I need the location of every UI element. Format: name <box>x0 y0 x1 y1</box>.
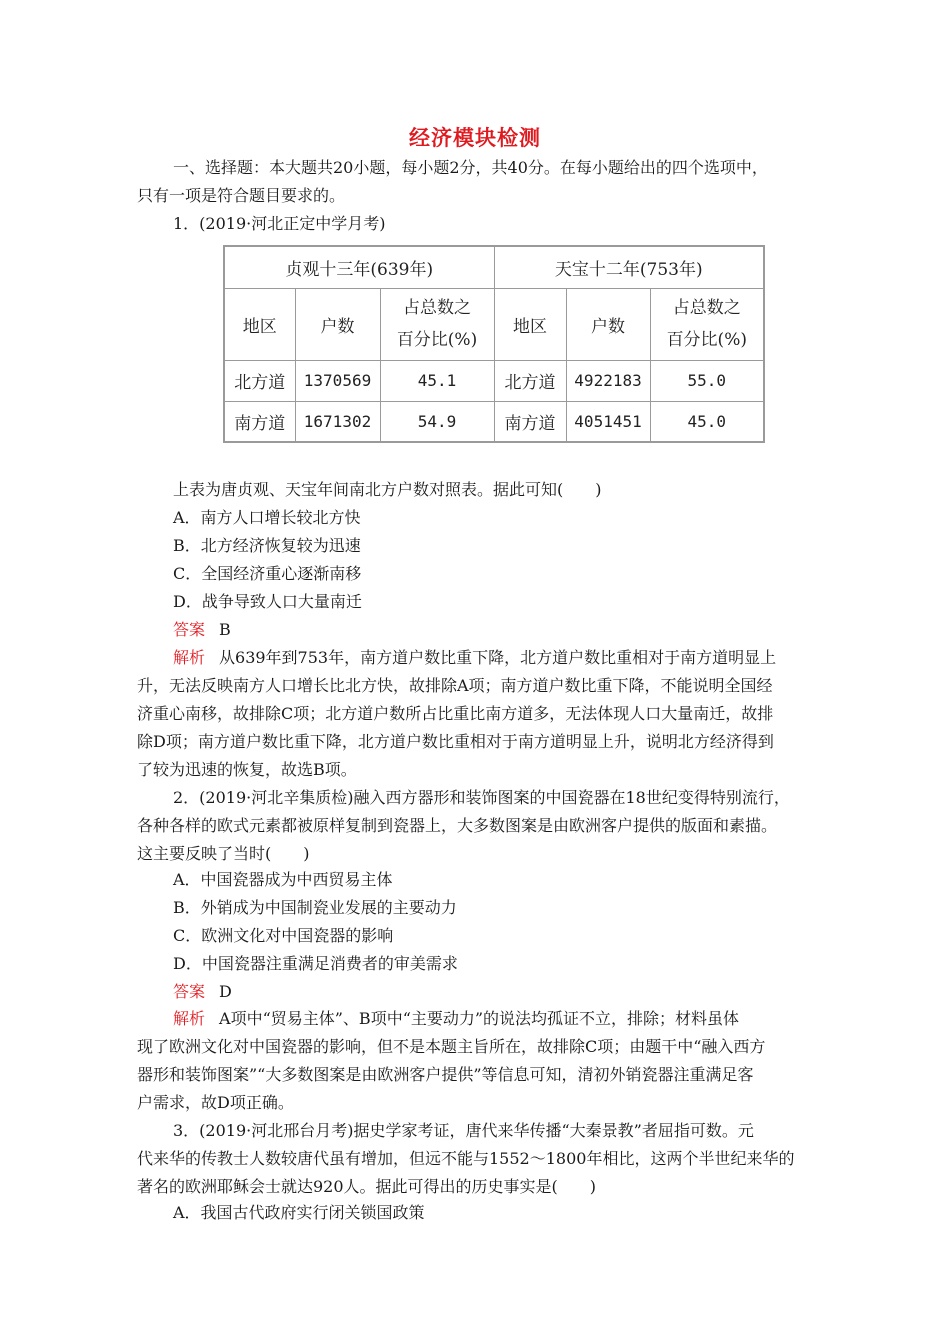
col-region-left: 地区 <box>224 288 295 360</box>
table-row <box>224 360 764 401</box>
q1-option-d: D．战争导致人口大量南迁 <box>173 592 362 611</box>
q1-analysis-line-2: 升，无法反映南方人口增长比北方快，故排除A项；南方道户数比重下降，不能说明全国经 <box>137 676 773 695</box>
answer-label: 答案 <box>173 620 206 639</box>
q1-option-c: C．全国经济重心逐渐南移 <box>173 564 362 583</box>
percent-cell: 45.0 <box>650 401 764 442</box>
col-percent-left-line2: 百分比(%) <box>396 330 478 350</box>
analysis-text: 从639年到753年，南方道户数比重下降，北方道户数比重相对于南方道明显上 <box>219 648 777 667</box>
households-cell: 4922183 <box>566 360 650 401</box>
col-households-left: 户数 <box>295 288 380 360</box>
col-households-right: 户数 <box>566 288 650 360</box>
table-row <box>224 401 764 442</box>
households-cell: 1671302 <box>295 401 380 442</box>
q2-analysis-line-2: 现了欧洲文化对中国瓷器的影响，但不是本题主旨所在，故排除C项；由题干中“融入西方 <box>137 1037 766 1056</box>
q2-stem-line-1: 2．(2019·河北辛集质检)融入西方器形和装饰图案的中国瓷器在18世纪变得特别流行， <box>173 788 790 807</box>
q1-analysis-line-3: 济重心南移，故排除C项；北方道户数所占比重比南方道多，无法体现人口大量南迁，故排 <box>137 704 774 723</box>
q2-analysis-line-1 <box>173 1009 817 1029</box>
q1-analysis-line-1 <box>173 648 817 668</box>
region-cell: 南方道 <box>224 401 295 442</box>
q2-stem-line-3: 这主要反映了当时( ) <box>137 844 310 863</box>
section-intro-line-1: 一、选择题：本大题共20小题，每小题2分，共40分。在每小题给出的四个选项中， <box>173 158 768 177</box>
q3-stem-line-1: 3．(2019·河北邢台月考)据史学家考证，唐代来华传播“大秦景教”者屈指可数。元 <box>173 1121 754 1140</box>
region-cell: 北方道 <box>224 360 295 401</box>
section-intro-line-2: 只有一项是符合题目要求的。 <box>137 186 346 205</box>
q1-stem: 上表为唐贞观、天宝年间南北方户数对照表。据此可知( ) <box>173 480 602 499</box>
document-title: 经济模块检测 <box>409 125 541 150</box>
q2-analysis-line-3: 器形和装饰图案”“大多数图案是由欧洲客户提供”等信息可知，清初外销瓷器注重满足客 <box>137 1065 754 1084</box>
q2-option-c: C．欧洲文化对中国瓷器的影响 <box>173 926 394 945</box>
q3-stem-line-2: 代来华的传教士人数较唐代虽有增加，但远不能与1552～1800年相比，这两个半世纪来华的 <box>137 1149 795 1168</box>
percent-cell: 55.0 <box>650 360 764 401</box>
q2-stem-line-2: 各种各样的欧式元素都被原样复制到瓷器上，大多数图案是由欧洲客户提供的版面和素描。 <box>137 816 778 835</box>
percent-cell: 45.1 <box>380 360 494 401</box>
q2-option-d: D．中国瓷器注重满足消费者的审美需求 <box>173 954 458 973</box>
table-header-zhenguan: 贞观十三年(639年) <box>224 246 494 288</box>
q1-analysis-line-4: 除D项；南方道户数比重下降，北方道户数比重相对于南方道明显上升，说明北方经济得到 <box>137 732 774 751</box>
q2-option-b: B．外销成为中国制瓷业发展的主要动力 <box>173 898 457 917</box>
q2-option-a: A．中国瓷器成为中西贸易主体 <box>173 870 393 889</box>
table-header-tianbao: 天宝十二年(753年) <box>494 246 764 288</box>
analysis-label: 解析 <box>173 1009 206 1028</box>
col-percent-left <box>380 288 494 360</box>
q3-option-a: A．我国古代政府实行闭关锁国政策 <box>173 1203 425 1222</box>
region-cell: 南方道 <box>494 401 566 442</box>
answer-value: B <box>219 620 231 639</box>
col-percent-left-line1: 占总数之 <box>403 298 471 318</box>
answer-label: 答案 <box>173 982 206 1001</box>
q2-analysis-line-4: 户需求，故D项正确。 <box>137 1093 294 1112</box>
percent-cell: 54.9 <box>380 401 494 442</box>
analysis-label: 解析 <box>173 648 206 667</box>
col-percent-right <box>650 288 764 360</box>
households-cell: 1370569 <box>295 360 380 401</box>
q2-answer <box>173 982 853 1002</box>
col-percent-right-line1: 占总数之 <box>672 298 741 318</box>
q3-stem-line-3: 著名的欧洲耶稣会士就达920人。据此可得出的历史事实是( ) <box>137 1177 597 1196</box>
q1-source: 1．(2019·河北正定中学月考) <box>173 214 386 233</box>
households-table <box>223 245 765 443</box>
col-percent-right-line2: 百分比(%) <box>666 330 747 350</box>
q1-option-b: B．北方经济恢复较为迅速 <box>173 536 361 555</box>
analysis-text: A项中“贸易主体”、B项中“主要动力”的说法均孤证不立，排除；材料虽体 <box>219 1009 740 1028</box>
q1-answer <box>173 620 853 640</box>
q1-analysis-line-5: 了较为迅速的恢复，故选B项。 <box>137 760 357 779</box>
q1-option-a: A．南方人口增长较北方快 <box>173 508 361 527</box>
col-region-right: 地区 <box>494 288 566 360</box>
answer-value: D <box>219 982 232 1001</box>
region-cell: 北方道 <box>494 360 566 401</box>
households-cell: 4051451 <box>566 401 650 442</box>
